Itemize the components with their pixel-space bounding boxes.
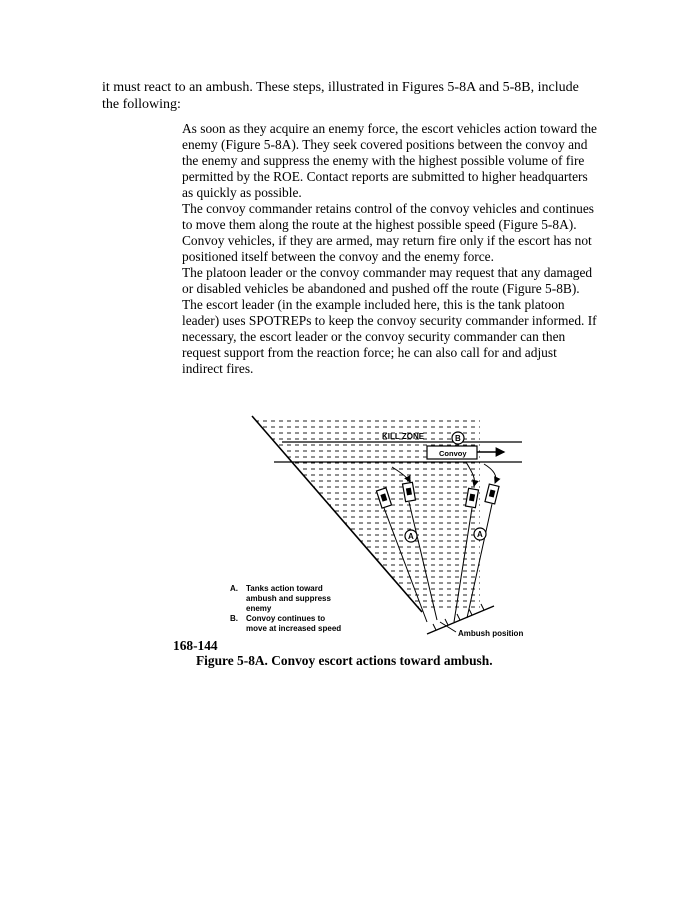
steps-list (182, 121, 598, 377)
legend-text: move at increased speed (246, 624, 342, 633)
intro-paragraph: it must react to an ambush. These steps, illustrated in Figures 5-8A and 5-8B, include the following: (102, 80, 579, 112)
figure-legend (230, 584, 341, 633)
maneuver-arrow (484, 464, 496, 483)
legend-text: enemy (246, 604, 272, 613)
marker-a-label: A (408, 532, 414, 541)
convoy-ambush-figure (222, 412, 552, 644)
marker-b-label: B (455, 434, 461, 443)
marker-a-label: A (477, 530, 483, 539)
step-item: As soon as they acquire an enemy force, the escort vehicles action toward the enemy (Figure 5-8A). They seek covered positions between the convoy and the enemy and suppress the enemy with the highest possible volume of fire permitted by the ROE. Contact reports are submitted to higher headquarters as quickly as possible. (182, 121, 597, 200)
figure-caption: Figure 5-8A. Convoy escort actions toward ambush. (196, 653, 493, 668)
legend-key-a: A. (230, 584, 238, 593)
legend-key-b: B. (230, 614, 238, 623)
step-item: Convoy vehicles, if they are armed, may return fire only if the escort has not positioned itself between the convoy and the enemy force. (182, 233, 592, 264)
step-item: The convoy commander retains control of the convoy vehicles and continues to move them along the route at the highest possible speed (Figure 5-8A). (182, 201, 595, 232)
ambush-position-label: Ambush position (458, 629, 524, 638)
kill-zone-label: KILL ZONE (382, 432, 425, 441)
figure-id: 168-144 (173, 638, 218, 653)
legend-text: Convoy continues to (246, 614, 326, 623)
step-item: The escort leader (in the example included here, this is the tank platoon leader) uses SPOTREPs to keep the convoy security commander informed. If necessary, the escort leader or the convoy security commander can then request support from the reaction force; he can also call for and adjust indirect fires. (182, 297, 597, 376)
convoy-label: Convoy (439, 449, 467, 458)
legend-text: Tanks action toward (246, 584, 323, 593)
step-item: The platoon leader or the convoy commander may request that any damaged or disabled vehicles be abandoned and pushed off the route (Figure 5-8B). (182, 265, 593, 296)
tank-icon (485, 484, 499, 504)
legend-text: ambush and suppress (246, 594, 331, 603)
kill-zone-area (252, 416, 480, 612)
